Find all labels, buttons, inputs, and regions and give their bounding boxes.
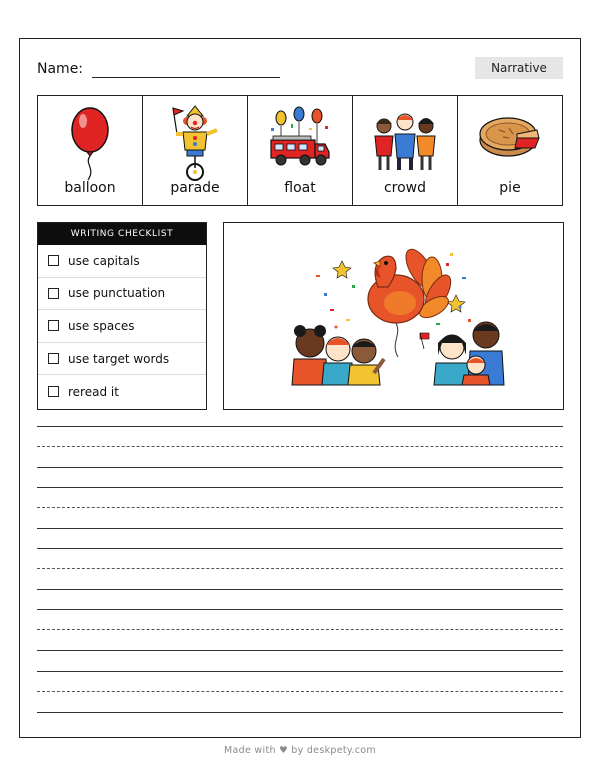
heart-icon: ♥	[279, 745, 288, 756]
crowd-kids-icon	[370, 104, 440, 174]
vocab-cell-float	[248, 96, 353, 205]
writing-midline	[37, 507, 563, 508]
vocab-cell-parade	[143, 96, 248, 205]
writing-line[interactable]	[37, 671, 563, 672]
writing-midline	[37, 568, 563, 569]
checkbox[interactable]	[48, 255, 59, 266]
vocab-cell-crowd	[353, 96, 458, 205]
writing-line[interactable]	[37, 528, 563, 529]
checklist-title: WRITING CHECKLIST	[38, 223, 206, 245]
writing-line[interactable]	[37, 650, 563, 651]
footer-by: by deskpety.com	[291, 745, 376, 756]
clown-unicycle-icon	[163, 104, 227, 182]
worksheet	[19, 38, 581, 738]
vocab-word: balloon	[64, 180, 116, 196]
footer-credit	[0, 745, 600, 756]
vocab-word: pie	[499, 180, 521, 196]
checkbox[interactable]	[48, 320, 59, 331]
writing-line[interactable]	[37, 609, 563, 610]
writing-line[interactable]	[37, 548, 563, 549]
footer-made-with: Made with	[224, 745, 276, 756]
fire-truck-float-icon	[265, 104, 335, 174]
checkbox[interactable]	[48, 353, 59, 364]
genre-badge: Narrative	[475, 57, 563, 79]
writing-midline	[37, 691, 563, 692]
writing-line[interactable]	[37, 426, 563, 427]
vocab-word: crowd	[383, 180, 427, 196]
vocab-cell-pie	[458, 96, 562, 205]
vocab-word: float	[284, 180, 316, 196]
checklist-item[interactable]: reread it	[38, 375, 206, 408]
balloon-icon	[60, 104, 120, 182]
name-label: Name:	[37, 61, 84, 77]
vocab-strip	[37, 95, 563, 206]
scene-illustration-frame	[223, 222, 564, 410]
checklist-item[interactable]: use spaces	[38, 310, 206, 343]
writing-checklist	[37, 222, 207, 410]
pie-icon	[475, 104, 545, 168]
writing-line[interactable]	[37, 487, 563, 488]
checkbox[interactable]	[48, 288, 59, 299]
checkbox[interactable]	[48, 386, 59, 397]
writing-line[interactable]	[37, 467, 563, 468]
checklist-item[interactable]: use target words	[38, 343, 206, 376]
writing-line[interactable]	[37, 589, 563, 590]
name-write-line[interactable]	[92, 77, 280, 78]
vocab-word: parade	[170, 180, 220, 196]
writing-line[interactable]	[37, 712, 563, 713]
writing-midline	[37, 446, 563, 447]
checklist-item[interactable]: use punctuation	[38, 278, 206, 311]
vocab-cell-balloon	[38, 96, 143, 205]
checklist-item[interactable]: use capitals	[38, 245, 206, 278]
writing-midline	[37, 629, 563, 630]
turkey-balloon-crowd-illustration	[224, 223, 562, 408]
